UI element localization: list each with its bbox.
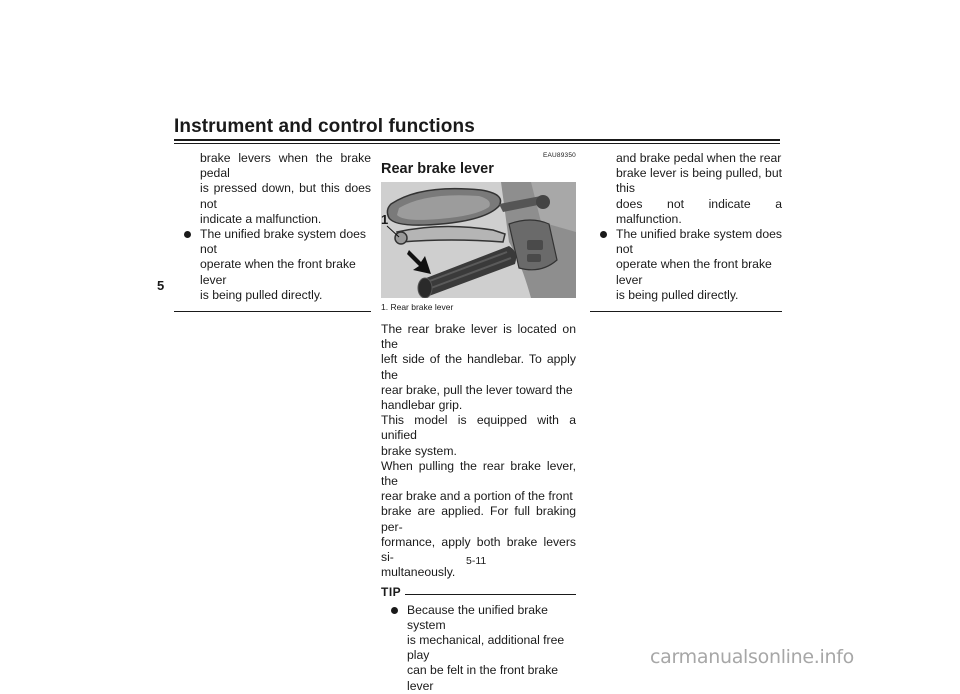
section-end-rule (174, 311, 371, 312)
text-line: rear brake and a portion of the front (381, 489, 573, 504)
text-line: is being pulled directly. (200, 287, 323, 302)
handlebar-illustration (381, 182, 576, 298)
text-line: does not indicate a malfunction. (616, 196, 782, 226)
page-header-title: Instrument and control functions (174, 116, 475, 137)
section-end-rule (590, 311, 782, 312)
text-line: left side of the handlebar. To apply the (381, 352, 576, 382)
continued-text (174, 151, 371, 227)
text-line: brake lever is being pulled, but this (616, 166, 782, 196)
text-line: rear brake, pull the lever toward the (381, 382, 573, 397)
bullet-dot-icon (391, 607, 398, 614)
text-line: indicate a malfunction. (200, 211, 322, 226)
bullet-item (590, 227, 782, 303)
right-column (590, 151, 782, 312)
text-line: brake levers when the brake pedal (200, 151, 371, 181)
text-line: multaneously. (381, 565, 456, 580)
tip-bullet-item (381, 603, 576, 694)
paragraph (381, 413, 576, 459)
watermark[interactable]: carmanualsonline.info (650, 646, 854, 668)
document-code: EAU89350 (542, 152, 576, 159)
text-line: operate when the front brake lever (200, 257, 356, 287)
page-number: 5-11 (466, 555, 487, 567)
text-line: The unified brake system does not (200, 227, 366, 257)
text-line: The rear brake lever is located on the (381, 322, 576, 352)
header-rule (174, 139, 780, 141)
bullet-dot-icon (184, 231, 191, 238)
bullet-dot-icon (600, 231, 607, 238)
text-line: This model is equipped with a unified (381, 413, 576, 443)
text-line: brake are applied. For full braking per- (381, 504, 576, 534)
left-column (174, 151, 371, 312)
text-line: is pressed down, but this does not (200, 181, 371, 211)
text-line: brake system. (381, 443, 457, 458)
section-title: Rear brake lever (381, 161, 494, 177)
text-line: The unified brake system does not (616, 227, 782, 257)
header-rule-thin (174, 143, 780, 144)
middle-column (381, 151, 576, 694)
text-line: can be felt in the front brake lever (407, 663, 559, 693)
text-line: handlebar grip. (381, 398, 463, 413)
figure-callout-number: 1 (381, 212, 389, 227)
text-line: operate when the front brake lever (616, 257, 772, 287)
tip-rule (405, 594, 576, 595)
tip-heading (381, 585, 576, 600)
text-line: is being pulled directly. (616, 287, 739, 302)
continued-text (590, 151, 782, 227)
paragraph (381, 322, 576, 413)
text-line: When pulling the rear brake lever, the (381, 458, 576, 489)
text-line: formance, apply both brake levers si- (381, 534, 576, 565)
text-line: Because the unified brake system (407, 602, 548, 632)
chapter-tab: 5 (157, 278, 165, 293)
bullet-item (174, 227, 371, 303)
rear-brake-lever-figure (381, 182, 576, 298)
tip-label: TIP (381, 585, 402, 600)
text-line: is mechanical, additional free play (407, 633, 565, 663)
text-line: and brake pedal when the rear (616, 151, 782, 165)
figure-caption: 1. Rear brake lever (381, 302, 454, 312)
